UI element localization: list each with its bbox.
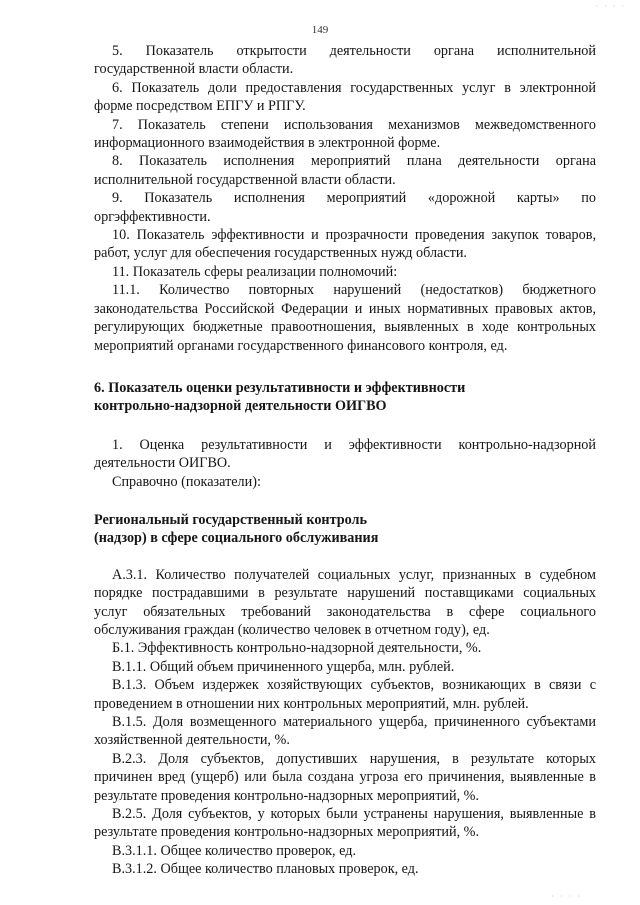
subsection-heading [94, 511, 596, 548]
page-content [94, 42, 596, 879]
subsection-heading-line1: Региональный государственный контроль [94, 511, 367, 528]
indicator-item: В.3.1.2. Общее количество плановых проверок, ед. [112, 861, 419, 878]
list-item: 11.1. Количество повторных нарушений (недостатков) бюджетного законодательства Российской Федерации и иных нормативных правовых актов, регулирующих бюджетные правоотношения, выявленных в ходе контрольных мероприятий органами государственного финансового контроля, ед. [94, 282, 596, 354]
indicator-item: А.3.1. Количество получателей социальных услуг, признанных в судебном порядке пострадавшими в результате нарушений поставщиками социальных услуг обязательных требований законодательства в сфере социального обслуживания граждан (количество человек в отчетном году), ед. [94, 566, 596, 638]
subsection-heading-line2: (надзор) в сфере социального обслуживания [94, 530, 379, 547]
indicator-item: В.2.5. Доля субъектов, у которых были устранены нарушения, выявленные в результате проведения контрольно-надзорных мероприятий, %. [94, 806, 596, 841]
list-item: 5. Показатель открытости деятельности органа исполнительной государственной власти области. [94, 43, 596, 78]
section-heading [94, 379, 596, 416]
indicator-item: В.1.1. Общий объем причиненного ущерба, млн. рублей. [112, 658, 455, 675]
list-item: 6. Показатель доли предоставления государственных услуг в электронной форме посредством ЕПГУ и РПГУ. [94, 79, 596, 115]
section-paragraph: 1. Оценка результативности и эффективности контрольно-надзорной деятельности ОИГВО. [94, 436, 596, 472]
indicator-item: В.1.3. Объем издержек хозяйствующих субъектов, возникающих в связи с проведением в отношении них контрольных мероприятий, млн. рублей. [94, 677, 596, 712]
indicator-item: В.2.3. Доля субъектов, допустивших нарушения, в результате которых причинен вред (ущерб) или была создана угроза его причинения, выявленные в результате проведения контрольно-надзорных мероприятий, %. [94, 750, 596, 804]
section-heading-line2: контрольно-надзорной деятельности ОИГВО [94, 398, 387, 415]
section-heading-line1: 6. Показатель оценки результативности и эффективности [94, 379, 466, 396]
indicator-item: Б.1. Эффективность контрольно-надзорной деятельности, %. [112, 640, 482, 657]
list-item: 7. Показатель степени использования механизмов межведомственного информационного взаимодействия в электронной форме. [94, 116, 596, 152]
list-item: 9. Показатель исполнения мероприятий «дорожной карты» по оргэффективности. [94, 190, 596, 225]
indicator-item: В.3.1.1. Общее количество проверок, ед. [112, 842, 357, 859]
corner-mark-bottom: · · · · [551, 892, 582, 901]
page-number: 149 [311, 24, 329, 36]
list-item: 8. Показатель исполнения мероприятий плана деятельности органа исполнительной государственной власти области. [94, 153, 596, 188]
section-paragraph: Справочно (показатели): [112, 473, 261, 490]
corner-mark-top: · · · · [595, 2, 626, 11]
list-item: 11. Показатель сферы реализации полномочий: [112, 263, 398, 280]
list-item: 10. Показатель эффективности и прозрачности проведения закупок товаров, работ, услуг для обеспечения государственных нужд области. [94, 227, 596, 262]
indicator-item: В.1.5. Доля возмещенного материального ущерба, причиненного субъектами хозяйственной деятельности, %. [94, 714, 596, 749]
